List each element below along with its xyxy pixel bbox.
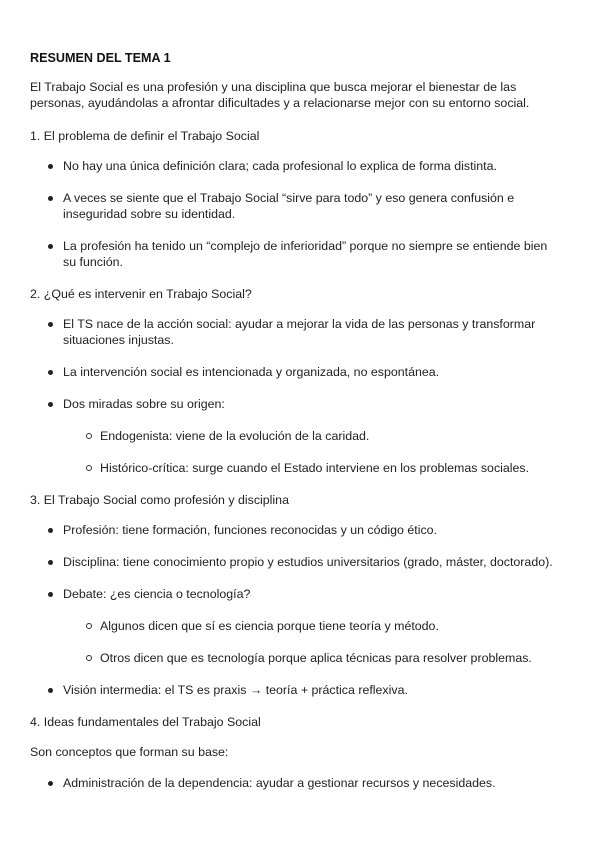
section-heading: 1. El problema de definir el Trabajo Social [30, 129, 260, 143]
bullet-list [30, 158, 560, 270]
bullet-circle-icon [86, 465, 92, 471]
list-item-text: Disciplina: tiene conocimiento propio y estudios universitarios (grado, máster, doctorado). [63, 555, 553, 569]
bullet-dot-icon [48, 781, 53, 786]
sub-list-item-text: Algunos dicen que sí es ciencia porque tiene teoría y método. [100, 619, 439, 633]
sub-list-item [63, 428, 560, 444]
bullet-dot-icon [48, 592, 53, 597]
bullet-circle-icon [86, 623, 92, 629]
document-title: RESUMEN DEL TEMA 1 [30, 51, 171, 65]
section-lead: Son conceptos que forman su base: [30, 745, 229, 759]
sub-bullet-list [63, 618, 560, 666]
bullet-dot-icon [48, 322, 53, 327]
section-heading: 4. Ideas fundamentales del Trabajo Social [30, 715, 261, 729]
list-item-text: Visión intermedia: el TS es praxis → teoría + práctica reflexiva. [63, 683, 408, 697]
list-item-text: La profesión ha tenido un “complejo de inferioridad” porque no siempre se entiende bien su función. [63, 239, 548, 269]
bullet-list [30, 775, 560, 791]
bullet-dot-icon [48, 164, 53, 169]
bullet-dot-icon [48, 244, 53, 249]
list-item [30, 554, 560, 570]
bullet-circle-icon [86, 433, 92, 439]
list-item-text: La intervención social es intencionada y organizada, no espontánea. [63, 365, 440, 379]
sub-list-item-text: Otros dicen que es tecnología porque aplica técnicas para resolver problemas. [100, 651, 532, 665]
sub-list-item [63, 460, 560, 476]
list-item-text: Profesión: tiene formación, funciones reconocidas y un código ético. [63, 523, 438, 537]
list-item [30, 396, 560, 476]
section-heading: 3. El Trabajo Social como profesión y disciplina [30, 493, 289, 507]
list-item [30, 522, 560, 538]
section-heading: 2. ¿Qué es intervenir en Trabajo Social? [30, 287, 252, 301]
bullet-dot-icon [48, 402, 53, 407]
list-item [30, 316, 560, 348]
list-item-text: Administración de la dependencia: ayudar a gestionar recursos y necesidades. [63, 776, 496, 790]
list-item-text: Debate: ¿es ciencia o tecnología? [63, 587, 251, 601]
list-item-text: Dos miradas sobre su origen: [63, 397, 225, 411]
bullet-dot-icon [48, 528, 53, 533]
bullet-dot-icon [48, 688, 53, 693]
bullet-list [30, 316, 560, 476]
bullet-dot-icon [48, 560, 53, 565]
list-item-text: El TS nace de la acción social: ayudar a mejorar la vida de las personas y transformar situaciones injustas. [63, 317, 536, 347]
list-item [30, 775, 560, 791]
list-item [30, 190, 560, 222]
list-item-text: A veces se siente que el Trabajo Social “sirve para todo” y eso genera confusión e inseguridad sobre su identidad. [63, 191, 515, 221]
list-item [30, 682, 560, 698]
list-item [30, 238, 560, 270]
bullet-list [30, 522, 560, 698]
sub-list-item-text: Histórico-crítica: surge cuando el Estado interviene en los problemas sociales. [100, 461, 530, 475]
sub-list-item [63, 618, 560, 634]
sub-list-item-text: Endogenista: viene de la evolución de la caridad. [100, 429, 370, 443]
sub-bullet-list [63, 428, 560, 476]
list-item [30, 586, 560, 666]
intro-paragraph: El Trabajo Social es una profesión y una disciplina que busca mejorar el bienestar de las personas, ayudándolas a afrontar dificultades y a relacionarse mejor con su entorno social. [30, 80, 530, 110]
bullet-dot-icon [48, 196, 53, 201]
bullet-dot-icon [48, 370, 53, 375]
list-item-text: No hay una única definición clara; cada profesional lo explica de forma distinta. [63, 159, 497, 173]
list-item [30, 364, 560, 380]
list-item [30, 158, 560, 174]
sub-list-item [63, 650, 560, 666]
bullet-circle-icon [86, 655, 92, 661]
